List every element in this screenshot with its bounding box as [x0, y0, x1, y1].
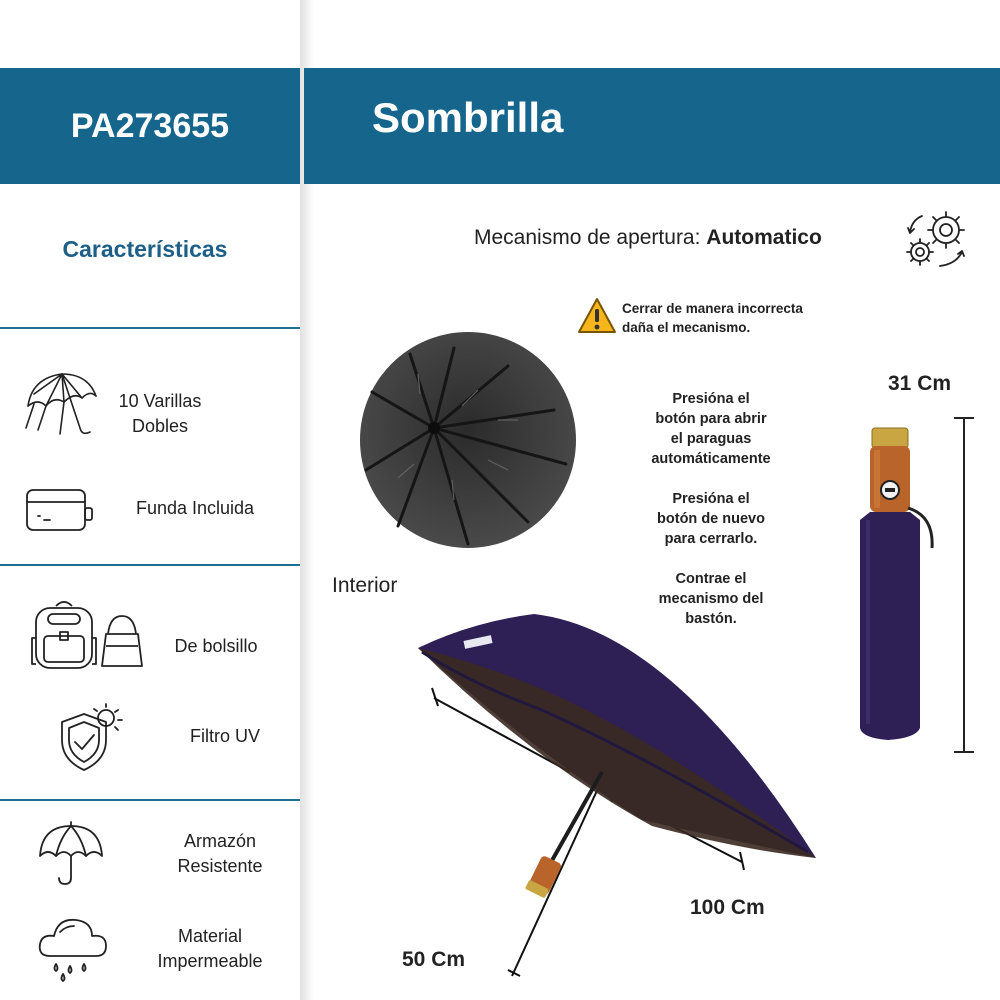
instruction-close: Presióna el botón de nuevo para cerrarlo. [657, 491, 765, 547]
feature-label: Filtro UV [189, 726, 260, 746]
instruction-open: Presióna el botón para abrir el paraguas automáticamente [651, 391, 771, 467]
open-umbrella-image [412, 600, 832, 984]
umbrella-ribs-icon [22, 368, 100, 440]
divider [0, 327, 300, 329]
interior-umbrella-image [358, 330, 578, 550]
mechanism-prefix: Mecanismo de apertura: [474, 226, 701, 249]
mechanism-value: Automatico [706, 226, 822, 249]
product-title: Sombrilla [372, 94, 564, 141]
feature-label: De bolsillo [174, 636, 258, 656]
warning-icon [576, 296, 618, 336]
divider [0, 564, 300, 566]
features-heading: Características [62, 236, 228, 262]
feature-label: Armazón Resistente [177, 831, 263, 876]
feature-label: Material Impermeable [157, 926, 263, 971]
product-code: PA273655 [70, 107, 230, 145]
interior-label: Interior [332, 574, 398, 597]
open-length-label: 50 Cm [402, 948, 466, 971]
closed-umbrella-image [848, 408, 978, 758]
feature-label: 10 Varillas Dobles [118, 391, 202, 436]
closed-length-label: 31 Cm [888, 372, 952, 395]
feature-label: Funda Incluida [135, 498, 255, 518]
divider [0, 799, 300, 801]
rain-cloud-icon [36, 912, 112, 982]
uv-shield-icon [54, 700, 132, 774]
sleeve-case-icon [24, 486, 96, 534]
gears-icon [900, 204, 970, 274]
diameter-label: 100 Cm [690, 896, 765, 919]
umbrella-icon [36, 818, 106, 888]
backpack-bag-icon [28, 598, 146, 672]
instruction-retract: Contrae el mecanismo del bastón. [658, 571, 764, 627]
warning-text: Cerrar de manera incorrecta daña el mecanismo. [622, 301, 803, 335]
mechanism-line [474, 226, 822, 250]
